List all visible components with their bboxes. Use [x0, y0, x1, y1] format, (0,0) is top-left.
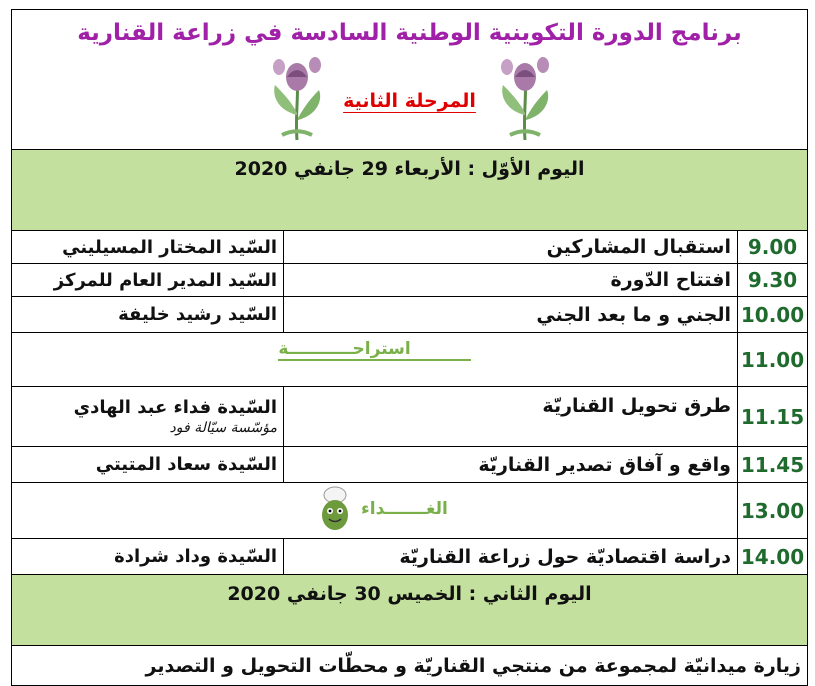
speaker-cell: السّيد المدير العام للمركز [12, 264, 284, 297]
speaker-cell: السّيدة وداد شرادة [12, 539, 284, 575]
time-cell: 11.45 [738, 447, 808, 483]
day1-row [12, 150, 808, 231]
day2-row [12, 575, 808, 646]
table-row [12, 387, 808, 447]
time-cell: 14.00 [738, 539, 808, 575]
speaker-cell: السّيد المختار المسيليني [12, 231, 284, 264]
table-row [12, 231, 808, 264]
speaker-cell [12, 387, 284, 447]
table-row [12, 297, 808, 333]
speaker-organization: مؤسّسة سيّالة فود [169, 420, 277, 436]
day2-label: اليوم الثاني : الخميس 30 جانفي 2020 [12, 575, 808, 646]
speaker-cell: السّيد رشيد خليفة [12, 297, 284, 333]
program-title: برنامج الدورة التكوينية الوطنية السادسة في زراعة القنارية [77, 20, 742, 46]
table-row [12, 539, 808, 575]
time-cell: 9.30 [738, 264, 808, 297]
lunch-row [12, 483, 808, 539]
program-sheet [11, 9, 808, 685]
activity-cell: افتتاح الدّورة [284, 264, 738, 297]
speaker-cell: السّيدة سعاد المتيتي [12, 447, 284, 483]
header-cell [12, 10, 808, 150]
activity-cell: طرق تحويل القناريّة [284, 387, 738, 447]
lunch-label: الغـــــــداء [361, 499, 448, 519]
activity-cell: دراسة اقتصاديّة حول زراعة القناريّة [284, 539, 738, 575]
phase-title: المرحلة الثانية [343, 90, 476, 112]
activity-cell: استقبال المشاركين [284, 231, 738, 264]
time-cell: 11.00 [738, 333, 808, 387]
header-row [12, 10, 808, 150]
table-row [12, 264, 808, 297]
table-row [12, 447, 808, 483]
time-cell: 13.00 [738, 483, 808, 539]
break-cell [12, 333, 738, 387]
time-cell: 11.15 [738, 387, 808, 447]
break-label: استراحـــــــــــة [278, 339, 470, 361]
time-cell: 10.00 [738, 297, 808, 333]
break-row [12, 333, 808, 387]
day1-label: اليوم الأوّل : الأربعاء 29 جانفي 2020 [12, 150, 808, 231]
chef-artichoke-icon [315, 485, 355, 533]
activity-cell: واقع و آفاق تصدير القناريّة [284, 447, 738, 483]
visit-row [12, 646, 808, 686]
time-cell: 9.00 [738, 231, 808, 264]
lunch-cell [12, 483, 738, 539]
program-table [11, 9, 808, 686]
speaker-name: السّيدة فداء عبد الهادي [73, 397, 277, 418]
activity-cell: الجني و ما بعد الجني [284, 297, 738, 333]
visit-cell: زيارة ميدانيّة لمجموعة من منتجي القناريّة و محطّات التحويل و التصدير [12, 646, 808, 686]
